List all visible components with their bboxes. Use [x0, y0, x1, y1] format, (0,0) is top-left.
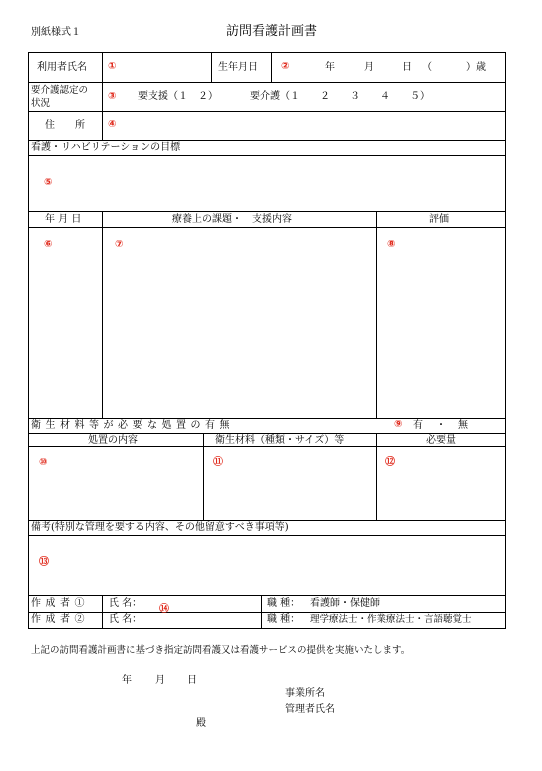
form-number: 別紙様式１ [31, 27, 81, 38]
footer-day: 日 [187, 675, 197, 686]
creator-1-job: 看護師・保健師 [310, 598, 380, 609]
plan-col-issue: 療養上の課題・ 支援内容 [172, 214, 292, 225]
marker-6: ⑥ [44, 239, 53, 250]
care-label-line2: 状況 [31, 98, 51, 109]
dob-day: 日 [402, 62, 412, 73]
col-material: 衛生材料（種類・サイズ）等 [215, 435, 345, 446]
user-name-label: 利用者氏名 [37, 62, 87, 73]
hygiene-dot: ・ [436, 420, 446, 431]
age-open: （ [422, 62, 432, 73]
creator-2-job-label: 職 種： [267, 614, 301, 625]
support-level: 要支援（１ ２） [138, 91, 218, 102]
dob-year: 年 [325, 62, 335, 73]
address-label: 住 所 [45, 120, 85, 131]
marker-14: ⑭ [159, 604, 169, 615]
marker-3: ③ [108, 91, 117, 102]
care-label-line1: 要介護認定の [31, 85, 89, 96]
creator-2-label: 作成者② [31, 614, 89, 625]
marker-1: ① [108, 61, 117, 72]
dob-label: 生年月日 [218, 62, 258, 73]
plan-col-eval: 評価 [429, 214, 449, 225]
marker-2: ② [281, 61, 290, 72]
footer-month: 月 [155, 675, 165, 686]
marker-11: ⑪ [213, 457, 223, 468]
goal-label: 看護・リハビリテーションの目標 [31, 142, 181, 153]
remarks-label: 備考(特別な管理を要する内容、その他留意すべき事項等) [31, 522, 289, 533]
col-amount: 必要量 [426, 435, 456, 446]
honorific: 殿 [196, 718, 206, 729]
marker-9: ⑨ [394, 419, 403, 430]
marker-8: ⑧ [387, 239, 396, 250]
manager-label: 管理者氏名 [285, 704, 335, 715]
footer-year: 年 [122, 675, 132, 686]
col-treatment: 処置の内容 [88, 435, 138, 446]
care-level: 要介護（１ ２ ３ ４ ５） [250, 91, 430, 102]
marker-4: ④ [108, 119, 117, 130]
creator-2-name-label: 氏 名： [109, 614, 143, 625]
marker-7: ⑦ [115, 239, 124, 250]
marker-12: ⑫ [385, 457, 395, 468]
dob-month: 月 [364, 62, 374, 73]
age-close: ）歳 [466, 62, 486, 73]
marker-5: ⑤ [44, 177, 53, 188]
creator-2-job: 理学療法士・作業療法士・言語聴覚士 [310, 614, 472, 625]
office-label: 事業所名 [285, 688, 325, 699]
hygiene-label: 衛生材料等が必要な処置の有無 [31, 420, 234, 431]
creator-1-label: 作成者① [31, 598, 89, 609]
statement: 上記の訪問看護計画書に基づき指定訪問看護又は看護サービスの提供を実施いたします。 [31, 645, 411, 656]
creator-1-job-label: 職 種： [267, 598, 301, 609]
page-title: 訪問看護計画書 [226, 24, 318, 39]
marker-13: ⑬ [39, 557, 49, 568]
plan-col-date: 年 月 日 [45, 214, 82, 225]
hygiene-no: 無 [458, 420, 468, 431]
hygiene-yes: 有 [413, 420, 423, 431]
creator-1-name-label: 氏 名： [109, 598, 143, 609]
marker-10: ⑩ [39, 457, 48, 468]
